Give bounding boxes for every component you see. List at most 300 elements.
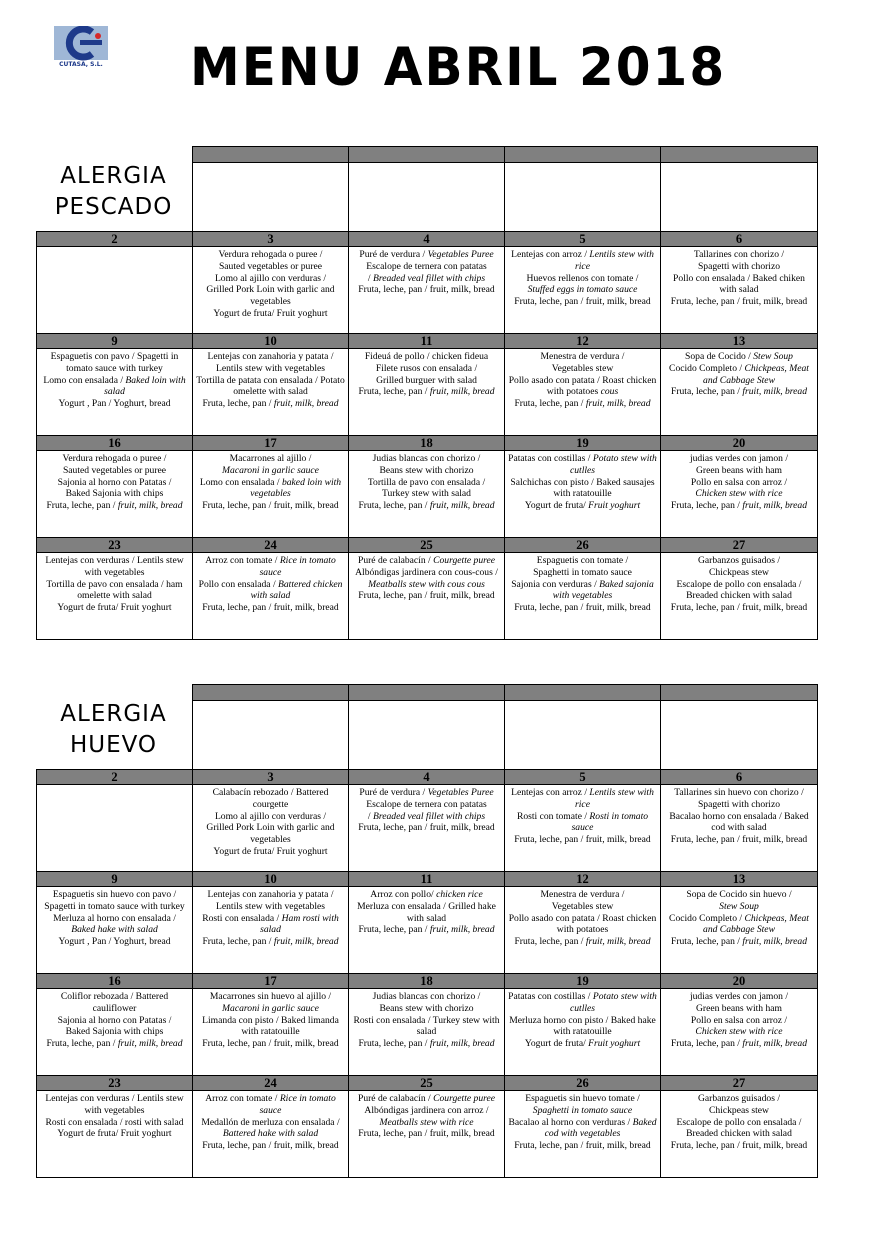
menu-text: Escalope de ternera con patatas xyxy=(366,260,487,272)
menu-line xyxy=(40,500,189,512)
menu-line xyxy=(352,249,501,261)
day-number: 24 xyxy=(193,538,349,553)
menu-row xyxy=(37,989,818,1076)
menu-text: Salchichas con pisto / Baked sausajes with ratatouille xyxy=(510,476,655,500)
menu-text: Filete rusos con ensalada / xyxy=(375,362,478,374)
menu-line xyxy=(40,465,189,477)
menu-text: Grilled burguer with salad xyxy=(376,374,477,386)
menu-line xyxy=(352,590,501,602)
menu-line xyxy=(508,1140,657,1152)
menu-line xyxy=(508,273,657,285)
menu-text: Medallón de merluza con ensalada / xyxy=(201,1116,340,1128)
menu-text: Sauted vegetables or puree xyxy=(62,464,167,476)
blank-cell xyxy=(349,163,505,232)
menu-text-english: Rice in tomato sauce xyxy=(259,555,336,578)
menu-text-english: fruit, milk, bread xyxy=(429,924,495,936)
menu-line xyxy=(352,811,501,823)
menu-text: Sajonia con verduras / xyxy=(511,578,600,590)
menu-cell xyxy=(505,785,661,872)
menu-text: Tallarines sin huevo con chorizo / Spagetti with chorizo xyxy=(674,787,804,810)
menu-text: Fruta, leche, pan / fruit, milk, bread xyxy=(202,1140,339,1152)
menu-text: Pollo asado con patata / Roast chicken with potatoes xyxy=(508,374,657,398)
menu-text: Tortilla de pavo con ensalada / xyxy=(367,476,486,488)
menu-text: / xyxy=(367,272,373,284)
menu-text-english: fruit, milk, bread xyxy=(273,936,339,948)
day-number: 26 xyxy=(505,1076,661,1091)
menu-cell xyxy=(349,349,505,436)
menu-text-english: Breaded veal fillet with chips xyxy=(372,272,486,284)
menu-text: Yogurt de fruta/ xyxy=(524,1038,589,1050)
menu-text: Tallarines con chorizo / xyxy=(693,249,785,260)
menu-text: Lomo con ensalada / xyxy=(43,374,126,386)
menu-text: Green beans with ham xyxy=(695,1002,783,1014)
day-number: 4 xyxy=(349,770,505,785)
menu-line xyxy=(508,555,657,567)
menu-line xyxy=(664,488,814,500)
menu-line xyxy=(508,913,657,937)
menu-line xyxy=(352,1093,501,1105)
menu-line xyxy=(352,261,501,273)
menu-text: Escalope de pollo con ensalada / Breaded chicken with salad xyxy=(676,578,802,602)
menu-line xyxy=(664,453,814,465)
menu-text: Rosti con ensalada / xyxy=(202,912,282,924)
menu-cell xyxy=(505,451,661,538)
label-spacer xyxy=(37,147,193,163)
menu-text: Bacalao al horno con verduras / xyxy=(508,1116,633,1128)
menu-text: Sajonia al horno con Patatas / xyxy=(57,1014,172,1026)
menu-cell xyxy=(193,451,349,538)
menu-line xyxy=(664,1038,814,1050)
menu-text: Sopa de Cocido / xyxy=(685,351,754,362)
menu-line xyxy=(664,834,814,846)
day-number: 27 xyxy=(661,538,818,553)
menu-text: Fruta, leche, pan / fruit, milk, bread xyxy=(358,284,495,296)
menu-text: Garbanzos guisados / xyxy=(697,1093,781,1104)
menu-cell xyxy=(505,1091,661,1178)
menu-text-english: Chickpeas, Meat and Cabbage Stew xyxy=(703,912,809,936)
menu-text: Fruta, leche, pan / fruit, milk, bread xyxy=(202,1038,339,1050)
menu-line xyxy=(508,477,657,501)
day-number: 3 xyxy=(193,232,349,247)
menu-line xyxy=(352,787,501,799)
day-number-row xyxy=(37,334,818,349)
menu-line xyxy=(664,465,814,477)
blank-cell xyxy=(505,163,661,232)
menu-line xyxy=(196,375,345,399)
menu-text: Green beans with ham xyxy=(695,464,783,476)
menu-text-english: Macaroni in garlic sauce xyxy=(222,1002,319,1014)
menu-cell xyxy=(193,553,349,640)
menu-text: Pollo en salsa con arroz / xyxy=(690,476,788,488)
menu-cell xyxy=(349,247,505,334)
menu-text: Fruta, leche, pan / xyxy=(46,500,118,512)
day-number-row xyxy=(37,872,818,887)
menu-cell xyxy=(661,887,818,974)
menu-cell xyxy=(193,887,349,974)
header-row xyxy=(37,685,818,701)
menu-text-english: fruit, milk, bread xyxy=(585,936,651,948)
menu-text-english: Stuffed eggs in tomato sauce xyxy=(527,284,638,296)
blank-cell xyxy=(505,701,661,770)
blank-cell xyxy=(193,701,349,770)
menu-cell xyxy=(349,451,505,538)
menu-line xyxy=(352,351,501,363)
menu-line xyxy=(196,249,345,261)
header-cell xyxy=(505,147,661,163)
menu-text: Fruta, leche, pan / xyxy=(670,1038,743,1050)
menu-text: Lentejas con zanahoria y patata / Lentils stew with vegetables xyxy=(207,351,334,374)
menu-text: Merluza al horno con ensalada / xyxy=(53,912,176,924)
menu-text: Merluza horno con pisto / Baked hake with ratatouille xyxy=(509,1014,656,1038)
menu-line xyxy=(40,555,189,579)
menu-text: Limanda con pisto / Baked limanda with ratatouille xyxy=(202,1014,339,1038)
menu-text: Albóndigas jardinera con arroz / xyxy=(364,1104,489,1116)
menu-line xyxy=(352,488,501,500)
menu-text-english: Fruit yoghurt xyxy=(588,500,641,512)
menu-line xyxy=(664,296,814,308)
menu-text: Pollo con ensalada / xyxy=(198,578,279,590)
menu-text: Rosti con ensalada / rosti with salad xyxy=(45,1116,184,1128)
menu-line xyxy=(196,351,345,375)
menu-line xyxy=(352,1038,501,1050)
menu-text: Lentejas con verduras / Lentils stew with vegetables xyxy=(45,555,184,578)
menu-text: Lentejas con verduras / Lentils stew with vegetables xyxy=(45,1093,184,1116)
menu-text: Espaguetis con pavo / Spagetti in tomato sauce with turkey xyxy=(50,351,179,374)
blank-cell xyxy=(661,701,818,770)
menu-line xyxy=(40,936,189,948)
menu-text-english: fruit, milk, bread xyxy=(742,936,808,948)
menu-cell xyxy=(349,989,505,1076)
menu-text-english: Chicken stew with rice xyxy=(695,488,783,500)
menu-text: Yogurt de fruta/ Fruit yoghurt xyxy=(213,845,328,857)
menu-text-english: Lentils stew with rice xyxy=(575,249,654,272)
menu-line xyxy=(508,811,657,835)
menu-text: Grilled Pork Loin with garlic and vegetables xyxy=(206,822,335,846)
menu-text: Lomo con ensalada / xyxy=(199,476,282,488)
menu-cell xyxy=(37,1091,193,1178)
blank-row xyxy=(37,163,818,232)
menu-cell xyxy=(193,989,349,1076)
menu-text: Fruta, leche, pan / fruit, milk, bread xyxy=(358,822,495,834)
menu-line xyxy=(352,386,501,398)
label-spacer xyxy=(37,685,193,701)
blank-cell xyxy=(193,163,349,232)
menu-cell xyxy=(349,1091,505,1178)
header-cell xyxy=(661,147,818,163)
menu-text-english: Lentils stew with rice xyxy=(575,787,654,810)
menu-line xyxy=(196,308,345,320)
menu-text: Fruta, leche, pan / fruit, milk, bread xyxy=(514,602,651,614)
menu-line xyxy=(508,500,657,512)
menu-line xyxy=(196,261,345,273)
menu-cell xyxy=(349,887,505,974)
day-number-row xyxy=(37,538,818,553)
menu-text: Fruta, leche, pan / xyxy=(358,924,430,936)
menu-table xyxy=(36,146,818,640)
menu-text: judias verdes con jamon / xyxy=(689,991,789,1002)
menu-text: Yogurt , Pan / Yoghurt, bread xyxy=(58,936,171,948)
menu-text: Lentejas con zanahoria y patata / Lentils stew with vegetables xyxy=(207,889,334,912)
day-number: 13 xyxy=(661,334,818,349)
menu-text: Fruta, leche, pan / xyxy=(358,500,430,512)
menu-line xyxy=(40,1093,189,1117)
menu-text: Fruta, leche, pan / xyxy=(670,500,743,512)
menu-line xyxy=(40,1117,189,1129)
menu-text-english: Vegetables Puree xyxy=(427,249,494,260)
day-number-row xyxy=(37,770,818,785)
menu-text: Sajonia al horno con Patatas / xyxy=(57,476,172,488)
day-number: 23 xyxy=(37,538,193,553)
menu-text: Puré de verdura / xyxy=(359,787,428,798)
menu-row xyxy=(37,785,818,872)
day-number: 24 xyxy=(193,1076,349,1091)
day-number: 10 xyxy=(193,334,349,349)
menu-text: Vegetables stew xyxy=(551,900,614,912)
menu-line xyxy=(508,1093,657,1105)
day-number: 2 xyxy=(37,232,193,247)
menu-text: Macarrones al ajillo / xyxy=(229,453,312,464)
menu-line xyxy=(196,602,345,614)
menu-text-english: Chicken stew with rice xyxy=(695,1026,783,1038)
menu-text: Fruta, leche, pan / xyxy=(670,936,743,948)
menu-text: Escalope de pollo con ensalada / Breaded chicken with salad xyxy=(676,1116,802,1140)
menu-line xyxy=(40,579,189,603)
menu-line xyxy=(352,500,501,512)
day-number: 11 xyxy=(349,872,505,887)
menu-cell xyxy=(505,349,661,436)
menu-text-english: Baked cod with vegetables xyxy=(544,1116,657,1140)
menu-cell xyxy=(37,989,193,1076)
menu-text-english: fruit, milk, bread xyxy=(429,386,495,398)
menu-text: Arroz con pollo/ xyxy=(370,889,437,900)
menu-line xyxy=(40,889,189,913)
menu-text-english: chicken rice xyxy=(436,889,483,900)
menu-line xyxy=(664,787,814,811)
menu-line xyxy=(40,913,189,937)
menu-line xyxy=(352,924,501,936)
menu-line xyxy=(196,555,345,579)
menu-text-english: Chickpeas, Meat and Cabbage Stew xyxy=(703,362,809,386)
day-number: 12 xyxy=(505,872,661,887)
page-title: MENU ABRIL 2018 xyxy=(190,36,727,98)
menu-row xyxy=(37,349,818,436)
menu-cell xyxy=(37,247,193,334)
menu-text: Yogurt de fruta/ Fruit yoghurt xyxy=(57,1128,172,1140)
menu-text: Judias blancas con chorizo / xyxy=(372,453,481,464)
menu-line xyxy=(40,398,189,410)
menu-text: Fruta, leche, pan / fruit, milk, bread xyxy=(514,296,651,308)
label-line-2: PESCADO xyxy=(54,194,173,220)
menu-text-english: fruit, milk, bread xyxy=(429,1038,495,1050)
menu-text: Vegetables stew xyxy=(551,362,614,374)
menu-line xyxy=(196,398,345,410)
menu-line xyxy=(508,889,657,901)
menu-text: Grilled Pork Loin with garlic and vegetables xyxy=(206,284,335,308)
menu-line xyxy=(40,453,189,465)
menu-text: Sopa de Cocido sin huevo / xyxy=(686,889,792,900)
day-number: 4 xyxy=(349,232,505,247)
header-cell xyxy=(505,685,661,701)
menu-line xyxy=(508,363,657,375)
menu-line xyxy=(196,811,345,823)
day-number-row xyxy=(37,1076,818,1091)
menu-cell xyxy=(37,887,193,974)
menu-line xyxy=(40,1026,189,1038)
menu-text: Albóndigas jardinera con cous-cous / xyxy=(355,566,498,578)
menu-line xyxy=(664,1003,814,1015)
menu-text: Judias blancas con chorizo / xyxy=(372,991,481,1002)
menu-line xyxy=(352,1128,501,1140)
menu-line xyxy=(196,913,345,937)
menu-text: Puré de calabacín / xyxy=(357,1093,434,1104)
menu-line xyxy=(196,1140,345,1152)
menu-line xyxy=(196,477,345,501)
menu-line xyxy=(196,1117,345,1141)
menu-line xyxy=(664,1117,814,1141)
menu-text: Coliflor rebozada / Battered cauliflower xyxy=(60,991,169,1014)
menu-text: Tortilla de pavo con ensalada / ham omelette with salad xyxy=(46,578,183,602)
day-number-row xyxy=(37,232,818,247)
menu-line xyxy=(664,555,814,567)
menu-text: Fruta, leche, pan / xyxy=(514,936,586,948)
blank-cell xyxy=(349,701,505,770)
menu-text-english: Potato stew with cutlles xyxy=(569,991,657,1014)
menu-row xyxy=(37,247,818,334)
menu-line xyxy=(664,602,814,614)
menu-line xyxy=(352,284,501,296)
menu-line xyxy=(508,375,657,399)
menu-text-english: fruit, milk, bread xyxy=(273,398,339,410)
menu-text: Fruta, leche, pan / fruit, milk, bread xyxy=(670,834,808,846)
menu-line xyxy=(196,1038,345,1050)
menu-line xyxy=(40,1038,189,1050)
menu-text: Yogurt de fruta/ Fruit yoghurt xyxy=(57,602,172,614)
menu-text-english: Macaroni in garlic sauce xyxy=(222,464,319,476)
day-number: 5 xyxy=(505,232,661,247)
menu-text: Beans stew with chorizo xyxy=(379,1002,474,1014)
menu-line xyxy=(664,1026,814,1038)
menu-line xyxy=(508,249,657,273)
menu-line xyxy=(196,579,345,603)
menu-text-english: fruit, milk, bread xyxy=(429,500,495,512)
menu-text: Sauted vegetables or puree xyxy=(218,260,323,272)
day-number: 16 xyxy=(37,436,193,451)
menu-text: Baked Sajonia with chips xyxy=(65,1026,164,1038)
menu-line xyxy=(196,1093,345,1117)
menu-text: Chickpeas stew xyxy=(709,566,769,578)
menu-line xyxy=(508,296,657,308)
day-number: 12 xyxy=(505,334,661,349)
day-number: 13 xyxy=(661,872,818,887)
menu-line xyxy=(664,261,814,273)
menu-line xyxy=(508,602,657,614)
menu-line xyxy=(508,936,657,948)
menu-cell xyxy=(37,553,193,640)
menu-line xyxy=(40,351,189,375)
menu-cell xyxy=(37,451,193,538)
day-number: 17 xyxy=(193,974,349,989)
menu-table xyxy=(36,684,818,1178)
menu-text: Fruta, leche, pan / fruit, milk, bread xyxy=(202,602,339,614)
menu-line xyxy=(664,363,814,387)
menu-line xyxy=(352,567,501,591)
menu-text-english: fruit, milk, bread xyxy=(742,500,808,512)
menu-line xyxy=(508,1038,657,1050)
menu-text: Fruta, leche, pan / xyxy=(202,936,274,948)
menu-line xyxy=(664,1105,814,1117)
day-number: 19 xyxy=(505,436,661,451)
menu-text: Macarrones sin huevo al ajillo / xyxy=(209,991,332,1002)
menu-row xyxy=(37,1091,818,1178)
label-line-2: HUEVO xyxy=(69,732,158,758)
menu-text-english: fruit, milk, bread xyxy=(585,398,651,410)
menu-text: Lomo al ajillo con verduras / xyxy=(214,810,327,822)
menu-text: Fruta, leche, pan / fruit, milk, bread xyxy=(514,1140,651,1152)
menu-cell xyxy=(661,785,818,872)
menu-text: Fruta, leche, pan / xyxy=(358,386,430,398)
menu-line xyxy=(196,500,345,512)
menu-row xyxy=(37,553,818,640)
menu-text-english: Meatballs stew with rice xyxy=(379,1116,474,1128)
menu-line xyxy=(352,1015,501,1039)
menu-line xyxy=(664,351,814,363)
menu-line xyxy=(664,889,814,901)
menu-text: Pollo asado con patata / Roast chicken with potatoes xyxy=(508,912,657,936)
menu-cell xyxy=(349,553,505,640)
menu-text: Bacalao horno con ensalada / Baked cod with salad xyxy=(669,810,809,834)
day-number: 20 xyxy=(661,974,818,989)
menu-text: Fruta, leche, pan / fruit, milk, bread xyxy=(202,500,339,512)
label-spacer xyxy=(37,163,193,232)
menu-text: Beans stew with chorizo xyxy=(379,464,474,476)
menu-text: Spagetti with chorizo xyxy=(697,260,781,272)
menu-line xyxy=(352,799,501,811)
menu-text: Verdura rehogada o puree / xyxy=(62,453,167,464)
menu-line xyxy=(664,500,814,512)
menu-text: Escalope de ternera con patatas xyxy=(366,798,487,810)
day-number: 6 xyxy=(661,232,818,247)
menu-text: Menestra de verdura / xyxy=(540,351,625,362)
menu-cell xyxy=(661,247,818,334)
menu-line xyxy=(508,787,657,811)
day-number: 27 xyxy=(661,1076,818,1091)
menu-line xyxy=(196,889,345,913)
menu-line xyxy=(196,273,345,285)
menu-text: Patatas con costillas / xyxy=(508,453,593,464)
header-cell xyxy=(349,685,505,701)
menu-text: Espaguetis con tomate / xyxy=(536,555,629,566)
company-logo xyxy=(52,26,110,70)
menu-text-english: Battered chicken with salad xyxy=(250,578,343,602)
menu-text: Tortilla de patata con ensalada / Potato omelette with salad xyxy=(196,374,345,398)
menu-line xyxy=(508,834,657,846)
menu-line xyxy=(664,901,814,913)
day-number: 5 xyxy=(505,770,661,785)
menu-line xyxy=(664,1093,814,1105)
menu-text-english: Breaded veal fillet with chips xyxy=(372,810,486,822)
day-number: 18 xyxy=(349,436,505,451)
menu-line xyxy=(352,822,501,834)
day-number-row xyxy=(37,436,818,451)
menu-text-english: Rice in tomato sauce xyxy=(259,1093,336,1116)
menu-cell xyxy=(37,349,193,436)
menu-text: Lomo al ajillo con verduras / xyxy=(214,272,327,284)
menu-line xyxy=(508,567,657,579)
day-number: 19 xyxy=(505,974,661,989)
menu-line xyxy=(664,477,814,489)
day-number: 10 xyxy=(193,872,349,887)
menu-text: Puré de verdura / xyxy=(359,249,428,260)
